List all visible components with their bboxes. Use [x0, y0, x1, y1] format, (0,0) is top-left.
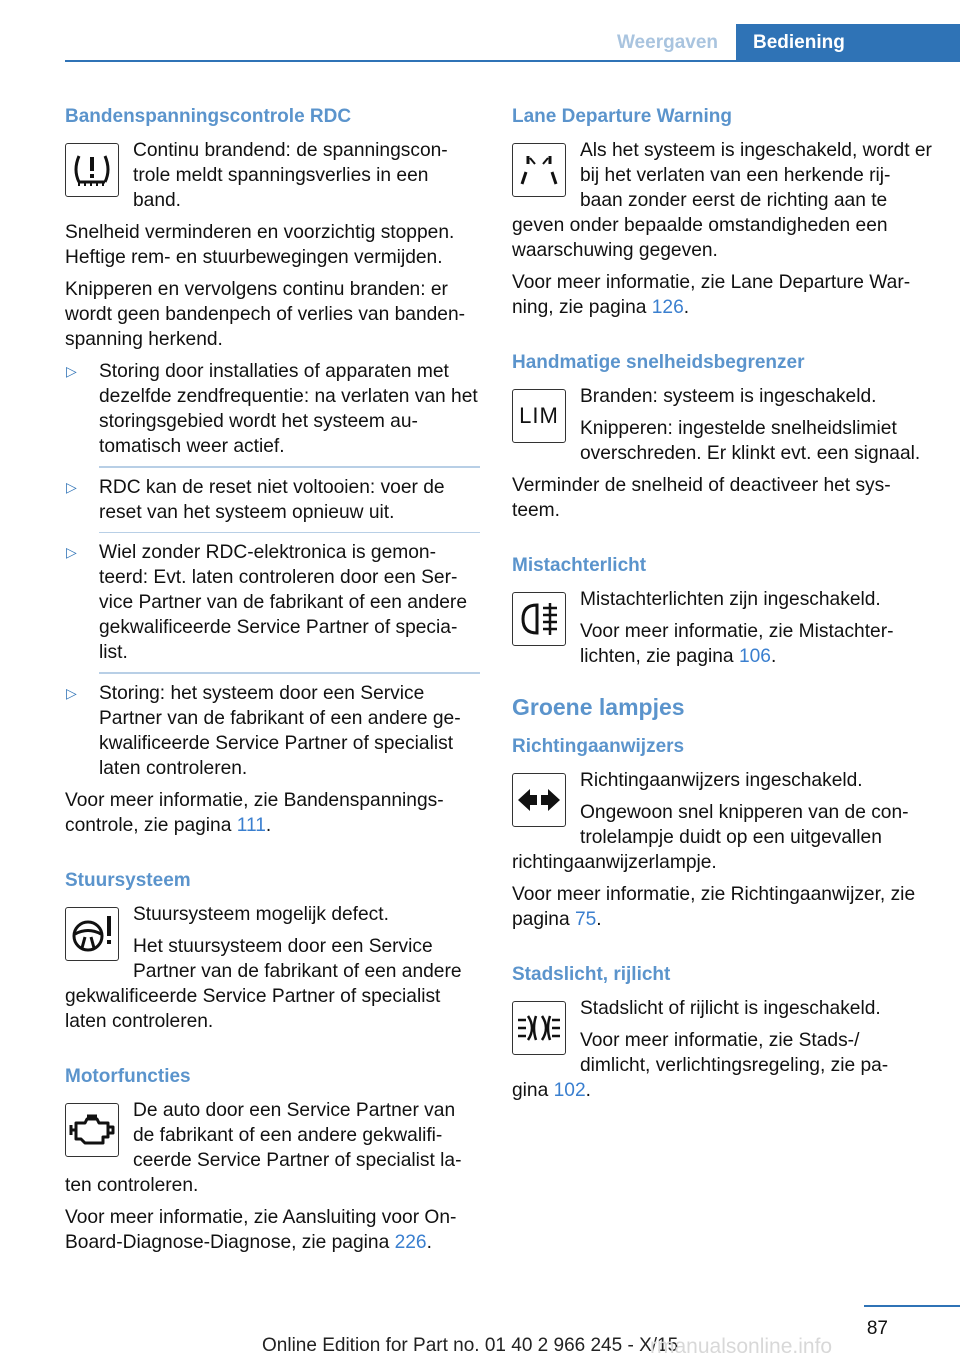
header-chapter-tab — [736, 24, 960, 62]
engine-icon-block — [65, 1098, 480, 1173]
parking-paragraph-2a: Voor meer informatie, zie Stads-/ dimlicht, verlichtingsregeling, zie pa- — [580, 1030, 889, 1076]
fog-more-info: Voor meer informatie, zie Mistachter-lichten, zie pagina 106. — [580, 621, 894, 667]
tire-pressure-warning-icon — [65, 143, 119, 197]
rear-fog-light-icon — [512, 592, 566, 646]
steering-wheel-warning-icon — [65, 907, 119, 961]
edition-footer: Online Edition for Part no. 01 40 2 966 245 - X/15 — [262, 1335, 679, 1356]
parking-light-icon — [512, 1001, 566, 1055]
steering-paragraph-1: Stuursysteem mogelijk defect. — [133, 903, 389, 925]
page-link-102[interactable]: 102 — [553, 1080, 586, 1101]
rdc-bullet-list — [65, 359, 480, 781]
ldw-more-info: Voor meer informatie, zie Lane Departure War-ning, zie pagina 126. — [512, 272, 911, 318]
rdc-bullet: ▷ Storing: het systeem door een Service Partner van de fabrikant of een andere ge-kwalificeerde Service Partner of specialist laten controleren. — [65, 681, 480, 781]
turn-signal-icon — [512, 773, 566, 827]
engine-more-info: Voor meer informatie, zie Aansluiting voor On-Board-Diagnose-Diagnose, zie pagina 226. — [65, 1206, 457, 1253]
page-link-106[interactable]: 106 — [738, 646, 771, 667]
rdc-paragraph-2: Knipperen en vervolgens continu branden: er wordt geen bandenpech of verlies van banden-spanning herkend. — [65, 279, 466, 350]
engine-paragraph-1a: De auto door een Service Partner van de fabrikant of een andere gekwalifi-ceerde Service Partner of specialist la- — [133, 1099, 462, 1171]
fog-paragraph-1: Mistachterlichten zijn ingeschakeld. — [580, 589, 881, 610]
turn-icon-block — [512, 768, 932, 850]
turn-paragraph-1: Richtingaanwijzers ingeschakeld. — [580, 770, 863, 791]
rdc-bullet: ▷ Wiel zonder RDC-elektronica is gemon-teerd: Evt. laten controleren door een Ser-vice Partner van de fabrikant of een andere gekwalificeerde Service Partner of specia-list. — [65, 540, 480, 665]
green-lamps-heading: Groene lampjes — [512, 694, 685, 720]
bullet-separator — [99, 532, 480, 534]
header-rule — [65, 60, 960, 62]
bullet-separator — [99, 466, 480, 468]
parking-paragraph-2b: gina 102. — [512, 1080, 591, 1101]
rdc-icon-block — [65, 138, 480, 220]
page-link-126[interactable]: 126 — [651, 297, 684, 318]
steering-icon-block — [65, 902, 480, 984]
ldw-title: Lane Departure Warning — [512, 106, 732, 127]
rdc-bullet: ▷ Storing door installaties of apparaten met dezelfde zendfrequentie: na verlaten van het storingsgebied wordt het systeem au-tomatisch weer actief. — [65, 359, 480, 459]
ldw-paragraph-1b: geven onder bepaalde omstandigheden een waarschuwing gegeven. — [512, 215, 888, 261]
engine-paragraph-1b: ten controleren. — [65, 1174, 199, 1196]
rdc-intro: Continu brandend: de spanningscon-trole meldt spanningsverlies in een band. — [133, 140, 448, 211]
ldw-icon-block — [512, 138, 932, 213]
rdc-title: Bandenspanningscontrole RDC — [65, 106, 352, 127]
page-number-rule — [864, 1305, 960, 1307]
lim-title: Handmatige snelheidsbegrenzer — [512, 352, 805, 373]
page-number: 87 — [866, 1318, 888, 1339]
lim-icon-block — [512, 384, 932, 473]
speed-limiter-icon — [512, 389, 566, 443]
turn-paragraph-2b: richtingaanwijzerlampje. — [512, 852, 717, 873]
parking-title: Stadslicht, rijlicht — [512, 964, 671, 985]
page-link-75[interactable]: 75 — [574, 909, 597, 930]
steering-paragraph-2b: gekwalificeerde Service Partner of specialist laten controleren. — [65, 985, 441, 1032]
parking-icon-block — [512, 996, 932, 1078]
watermark: rmanualsonline.info — [650, 1335, 833, 1358]
rdc-paragraph-1: Snelheid verminderen en voorzichtig stoppen. Heftige rem- en stuurbewegingen vermijden. — [65, 222, 455, 268]
bullet-separator — [99, 672, 480, 674]
steering-title: Stuursysteem — [65, 869, 191, 891]
page-link-226[interactable]: 226 — [394, 1231, 427, 1253]
speed-limiter-icon-text: LIM — [519, 403, 559, 428]
fog-icon-block — [512, 587, 932, 676]
parking-paragraph-1: Stadslicht of rijlicht is ingeschakeld. — [580, 998, 881, 1019]
right-column — [512, 104, 932, 1110]
turn-paragraph-2a: Ongewoon snel knipperen van de con-trolelampje duidt op een uitgevallen — [580, 802, 909, 848]
ldw-paragraph-1a: Als het systeem is ingeschakeld, wordt er bij het verlaten van een herkende rij-baan zonder eerst de richting aan te — [580, 140, 932, 211]
fog-title: Mistachterlicht — [512, 555, 647, 576]
left-column — [65, 104, 480, 1262]
header-section: Weergaven — [616, 32, 718, 53]
turn-title: Richtingaanwijzers — [512, 736, 685, 757]
rdc-bullet: ▷ RDC kan de reset niet voltooien: voer de reset van het systeem opnieuw uit. — [65, 475, 480, 525]
rdc-more-info: Voor meer informatie, zie Bandenspannings-controle, zie pagina 111. — [65, 789, 444, 836]
turn-more-info: Voor meer informatie, zie Richtingaanwijzer, zie pagina 75. — [512, 884, 916, 930]
lane-departure-icon — [512, 143, 566, 197]
engine-title: Motorfuncties — [65, 1065, 191, 1087]
lim-paragraph-1: Branden: systeem is ingeschakeld. — [580, 386, 877, 407]
page-link-111[interactable]: 111 — [236, 814, 266, 836]
steering-paragraph-2a: Het stuursysteem door een Service Partner van de fabrikant of een andere — [133, 935, 462, 982]
header-chapter-label: Bediening — [753, 32, 845, 53]
lim-paragraph-2: Knipperen: ingestelde snelheidslimiet overschreden. Er klinkt evt. een signaal. — [580, 418, 921, 464]
lim-paragraph-3: Verminder de snelheid of deactiveer het sys-teem. — [512, 475, 891, 521]
engine-check-icon — [65, 1103, 119, 1157]
